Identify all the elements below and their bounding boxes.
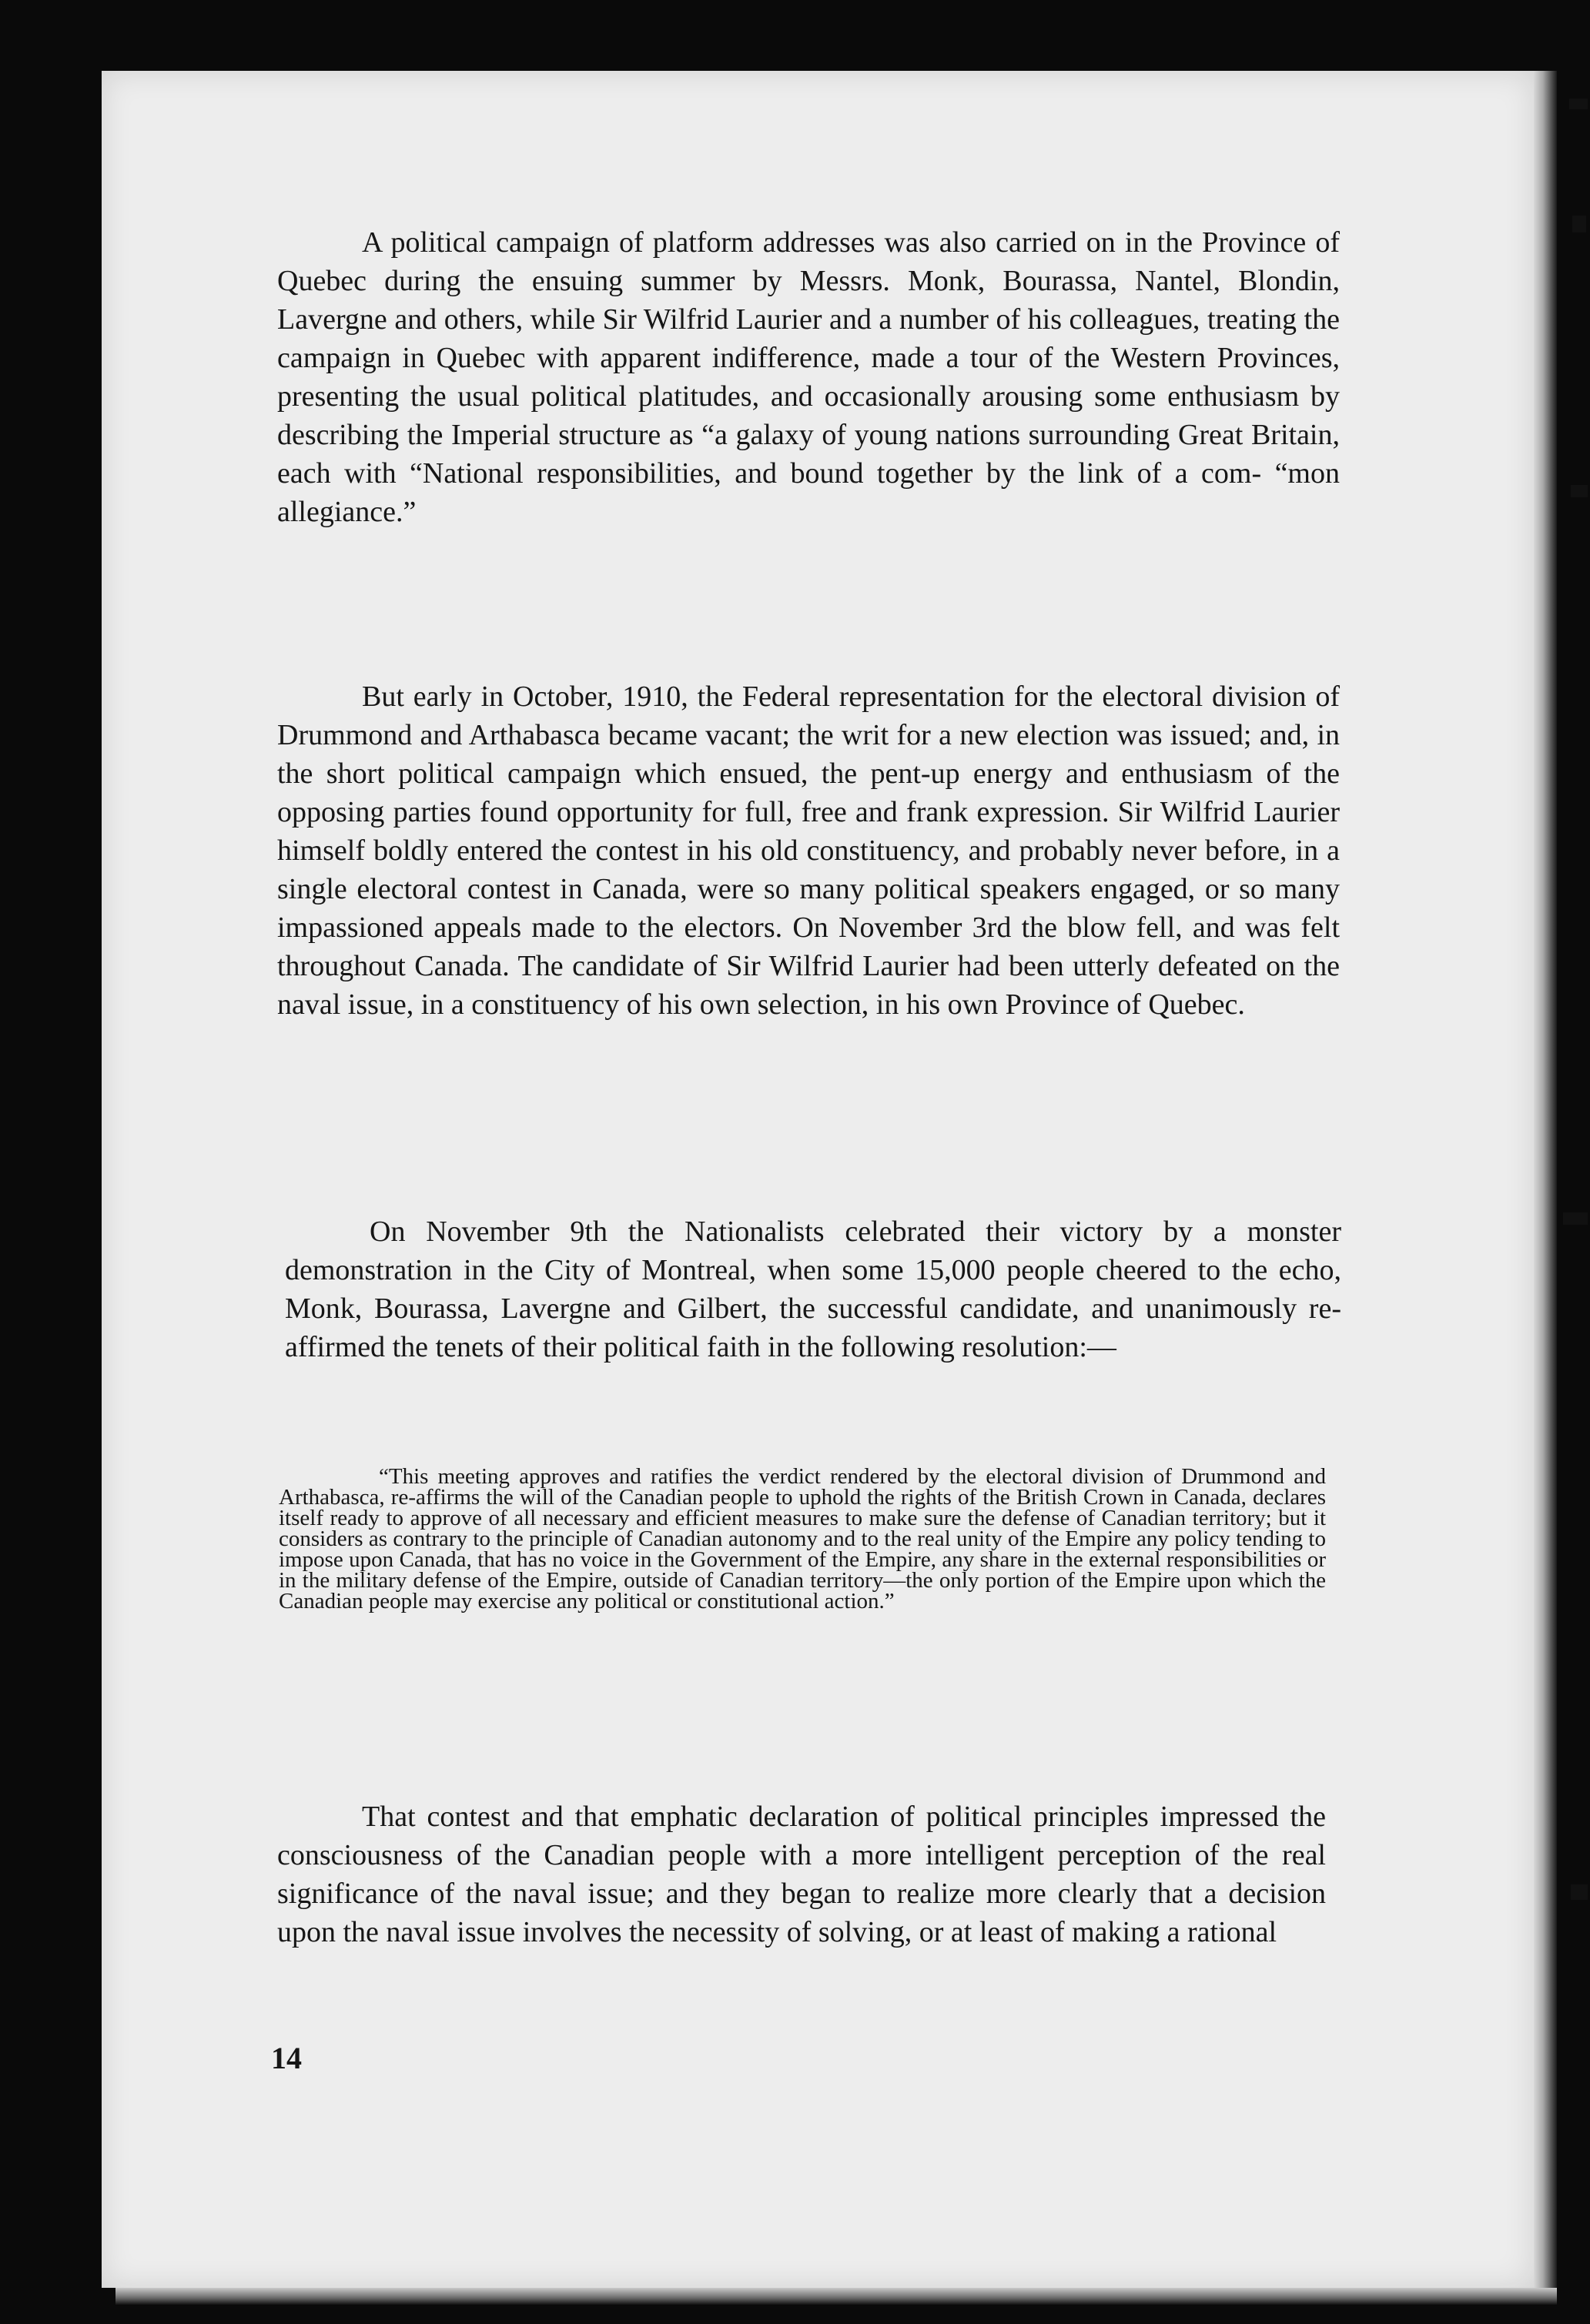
scan-mark	[1571, 485, 1588, 497]
scan-mark	[1569, 99, 1588, 109]
paragraph-3: On November 9th the Nationalists celebrated their victory by a monster demonstration in the City of Montreal, when some 15,000 people cheered to the echo, Monk, Bourassa, Lavergne and Gilbert, the successful candidate, and unanimously re-affirmed the tenets of their political faith in the following resolution:—	[285, 1216, 1341, 1363]
scan-mark	[1572, 216, 1586, 232]
paragraph-4: That contest and that emphatic declaration of political principles impressed the consciousness of the Canadian people with a more intelligent perception of the real significance of the naval issue; and they began to realize more clearly that a decision upon the naval issue involves the necessity of solving, or at least of making a rational	[277, 1801, 1326, 1948]
resolution-quote: “This meeting approves and ratifies the verdict rendered by the electoral division of Drummond and Arthabasca, re-affirms the will of the Canadian people to uphold the rights of the British Crown in Canada, declares itself ready to approve of all necessary and efficient measures to make sure the defense of Canadian territory; but it considers as contrary to the principle of Canadian autonomy and to the real unity of the Empire any policy tending to impose upon Canada, that has no voice in the Government of the Empire, any share in the external responsibilities or in the military defense of the Empire, outside of Canadian territory—the only portion of the Empire upon which the Canadian people may exercise any political or constitutional action.”	[279, 1464, 1326, 1613]
scan-mark	[1563, 1212, 1588, 1225]
paragraph-1: A political campaign of platform addresses was also carried on in the Province of Quebec during the ensuing summer by Messrs. Monk, Bourassa, Nantel, Blondin, Lavergne and others, while Sir Wilfrid Laurier and a number of his colleagues, treating the campaign in Quebec with apparent indifference, made a tour of the Western Provinces, presenting the usual political platitudes, and occasionally arousing some enthusiasm by describing the Imperial structure as “a galaxy of young nations surrounding Great Britain, each with “National responsibilities, and bound together by the link of a com- “mon allegiance.”	[277, 226, 1340, 528]
scan-mark	[1571, 1884, 1588, 1900]
paragraph-2: But early in October, 1910, the Federal representation for the electoral division of Drummond and Arthabasca became vacant; the writ for a new election was issued; and, in the short political campaign which ensued, the pent-up energy and enthusiasm of the opposing parties found opportunity for full, free and frank expression. Sir Wilfrid Laurier himself boldly entered the contest in his old constituency, and probably never before, in a single electoral contest in Canada, were so many political speakers engaged, or so many impassioned appeals made to the electors. On November 3rd the blow fell, and was felt throughout Canada. The candidate of Sir Wilfrid Laurier had been utterly defeated on the naval issue, in a constituency of his own selection, in his own Province of Quebec.	[277, 680, 1340, 1021]
page-edge-right	[1534, 71, 1557, 2288]
page-edge-bottom	[115, 2288, 1557, 2305]
page-number: 14	[271, 2041, 302, 2075]
